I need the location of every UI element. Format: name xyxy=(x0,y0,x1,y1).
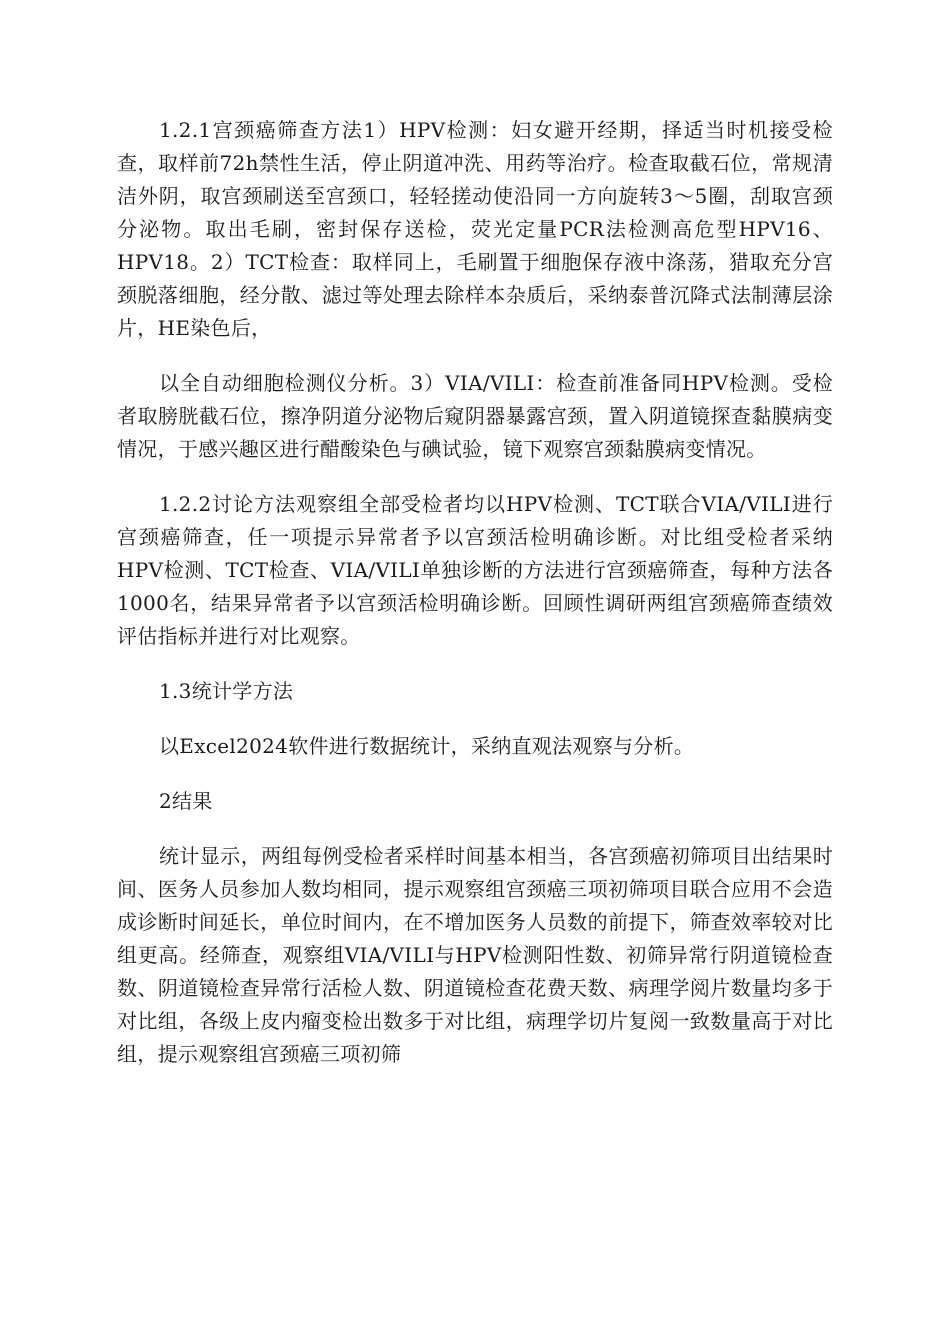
section-heading-results: 2结果 xyxy=(159,789,213,813)
paragraph-discussion-method: 1.2.2讨论方法观察组全部受检者均以HPV检测、TCT联合VIA/VILI进行宫颈癌筛查，任一项提示异常者予以宫颈活检明确诊断。对比组受检者采纳HPV检测、TCT检查、VIA/VILI单独诊断的方法进行宫颈癌筛查，每种方法各1000名，结果异常者予以宫颈活检明确诊断。回顾性调研两组宫颈癌筛查绩效评估指标并进行对比观察。 xyxy=(117,492,833,648)
paragraph-statistics: 以Excel2024软件进行数据统计，采纳直观法观察与分析。 xyxy=(159,734,695,758)
paragraph-results: 统计显示，两组每例受检者采样时间基本相当，各宫颈癌初筛项目出结果时间、医务人员参加人数均相同，提示观察组宫颈癌三项初筛项目联合应用不会造成诊断时间延长，单位时间内，在不增加医务人员数的前提下，筛查效率较对比组更高。经筛查，观察组VIA/VILI与HPV检测阳性数、初筛异常行阴道镜检查数、阴道镜检查异常行活检人数、阴道镜检查花费天数、病理学阅片数量均多于对比组，各级上皮内瘤变检出数多于对比组，病理学切片复阅一致数量高于对比组，提示观察组宫颈癌三项初筛 xyxy=(117,844,833,1066)
document-page xyxy=(117,114,833,1093)
section-heading-statistics: 1.3统计学方法 xyxy=(159,679,294,703)
paragraph-cervical-screening-method: 1.2.1宫颈癌筛查方法1）HPV检测：妇女避开经期，择适当时机接受检查，取样前72h禁性生活，停止阴道冲洗、用药等治疗。检查取截石位，常规清洁外阴，取宫颈刷送至宫颈口，轻轻搓动使沿同一方向旋转3～5圈，刮取宫颈分泌物。取出毛刷，密封保存送检，荧光定量PCR法检测高危型HPV16、HPV18。2）TCT检查：取样同上，毛刷置于细胞保存液中涤荡，猎取充分宫颈脱落细胞，经分散、滤过等处理去除样本杂质后，采纳泰普沉降式法制薄层涂片，HE染色后， xyxy=(117,118,833,340)
paragraph-automated-analysis: 以全自动细胞检测仪分析。3）VIA/VILI：检查前准备同HPV检测。受检者取膀胱截石位，擦净阴道分泌物后窥阴器暴露宫颈，置入阴道镜探查黏膜病变情况，于感兴趣区进行醋酸染色与碘试验，镜下观察宫颈黏膜病变情况。 xyxy=(117,371,833,461)
